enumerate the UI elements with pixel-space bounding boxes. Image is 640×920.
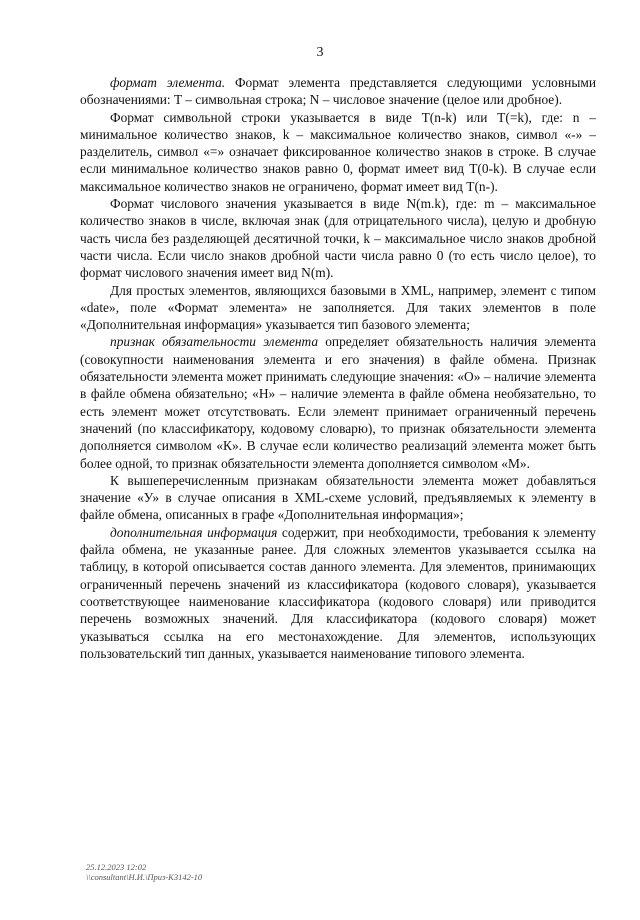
footer-path: \\consultant\Н.И.\Приз-К3142-10: [86, 872, 203, 882]
paragraph-text: содержит, при необходимости, требования к элементу файла обмена, не указанные ранее. Для сложных элементов указывается ссылка на таблицу, в которой описывается состав данного элемента. Для элементов, принимающих ограниченный перечень значений из классификатора (кодового словаря), указывается соответствующее наименование классификатора (кодового словаря) или приводится перечень возможных значений. Для классификатора (кодового словаря) может указываться ссылка на его местонахождение. Для элементов, использующих пользовательский тип данных, указывается наименование типового элемента.: [80, 524, 596, 661]
paragraph-obligation-extra: [80, 472, 596, 524]
document-body: [80, 74, 596, 662]
paragraph-text: определяет обязательность наличия элемента (совокупности наименования элемента и его значения) в файле обмена. Признак обязательности элемента может принимать следующие значения: «О» – наличие элемента в файле обмена обязательно; «Н» – наличие элемента в файле обмена необязательно, то есть элемент может отсутствовать. Если элемент принимает ограниченный перечень значений (по классификатору, кодовому словарю), то признак обязательности элемента дополняется символом «К». В случае если количество реализаций элемента может быть более одной, то признак обязательности элемента дополняется символом «М».: [80, 334, 596, 471]
term-format: формат элемента.: [110, 75, 226, 90]
paragraph-text: Формат числового значения указывается в виде N(m.k), где: m – максимальное количество знаков в числе, включая знак (для отрицательного числа), целую и дробную часть числа без разделяющей десятичной точки, k – максимальное число знаков дробной части числа. Если число знаков дробной части числа равно 0 (то есть число целое), то формат числового значения имеет вид N(m).: [80, 196, 596, 281]
paragraph-text: Формат символьной строки указывается в виде T(n-k) или T(=k), где: n – минимальное количество знаков, k – максимальное количество знаков, символ «-» – разделитель, символ «=» означает фиксированное количество знаков в строке. В случае если минимальное количество знаков равно 0, формат имеет вид T(0-k). В случае если максимальное количество знаков не ограничено, формат имеет вид T(n-).: [80, 109, 596, 194]
paragraph-additional-info: [80, 524, 596, 662]
paragraph-string-format: [80, 109, 596, 195]
paragraph-text: Формат элемента представляется следующими условными обозначениями: T – символьная строка; N – числовое значение (целое или дробное).: [80, 75, 596, 108]
paragraph-obligation: [80, 333, 596, 471]
paragraph-format: [80, 74, 596, 109]
paragraph-text: К вышеперечисленным признакам обязательности элемента может добавляться значение «У» в случае описания в XML-схеме условий, предъявляемых к элементу в файле обмена, описанных в графе «Дополнительная информация»;: [80, 472, 596, 523]
paragraph-number-format: [80, 195, 596, 281]
footer-timestamp: 25.12.2023 12:02: [86, 862, 147, 872]
footer-stamp: [86, 862, 202, 882]
term-obligation: признак обязательности элемента: [110, 334, 319, 350]
term-additional-info: дополнительная информация: [110, 524, 278, 540]
page-number: 3: [316, 45, 324, 60]
paragraph-simple-elements: [80, 282, 596, 334]
paragraph-text: Для простых элементов, являющихся базовыми в XML, например, элемент с типом «date», поле «Формат элемента» не заполняется. Для таких элементов в поле «Дополнительная информация» указывается тип базового элемента;: [80, 282, 596, 333]
